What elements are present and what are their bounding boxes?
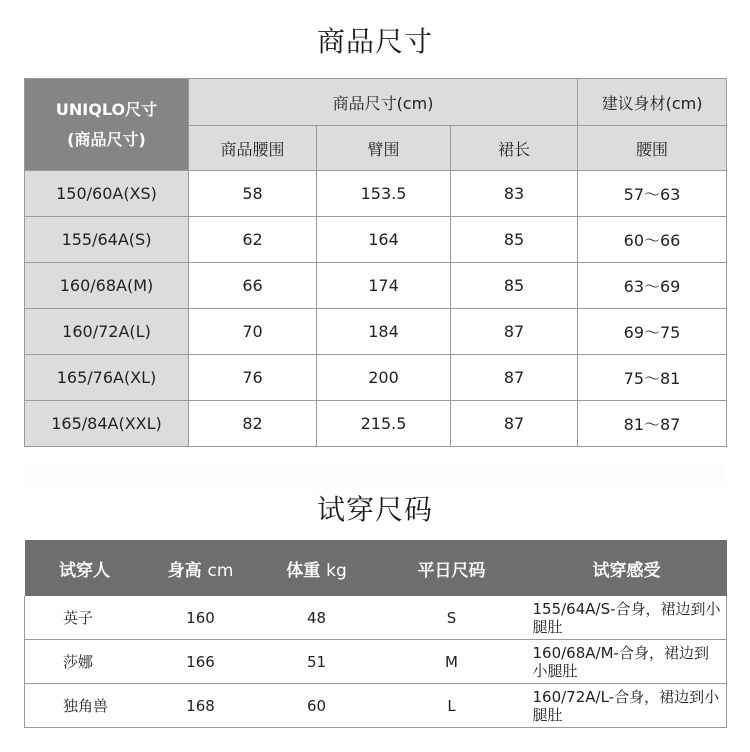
height-header	[145, 540, 257, 596]
waist-value: 82	[189, 401, 317, 447]
height-header-label: 身高	[167, 560, 202, 581]
tryon-table	[24, 540, 727, 728]
weight-value: 60	[257, 684, 377, 728]
arm-header: 臂围	[317, 126, 451, 171]
arm-value: 184	[317, 309, 451, 355]
size-table-header-row	[25, 79, 727, 126]
arm-value: 200	[317, 355, 451, 401]
length-value: 87	[451, 355, 578, 401]
weight-value: 51	[257, 640, 377, 684]
body-size-group-header: 建议身材(cm)	[578, 79, 727, 126]
body-waist-value: 81～87	[578, 401, 727, 447]
skirt-length-header: 裙长	[451, 126, 578, 171]
length-value: 85	[451, 263, 578, 309]
size-column-header	[25, 79, 189, 171]
height-value: 168	[145, 684, 257, 728]
weight-header-label: 体重	[286, 560, 321, 581]
waist-value: 70	[189, 309, 317, 355]
body-waist-value: 75～81	[578, 355, 727, 401]
feedback-text: 160/72A/L-合身，裙边到小腿肚	[527, 684, 727, 728]
corner-label-line1: UNIQLO尺寸	[55, 99, 158, 119]
body-waist-value: 57～63	[578, 171, 727, 217]
size-section-title: 商品尺寸	[316, 25, 433, 58]
body-waist-value: 63～69	[578, 263, 727, 309]
weight-unit: kg	[326, 560, 347, 581]
usual-size-header: 平日尺码	[377, 540, 527, 596]
length-value: 87	[451, 309, 578, 355]
body-waist-value: 60～66	[578, 217, 727, 263]
tryon-section-title: 试穿尺码	[316, 493, 433, 526]
product-size-group-header: 商品尺寸(cm)	[189, 79, 578, 126]
weight-value: 48	[257, 596, 377, 640]
waist-value: 62	[189, 217, 317, 263]
product-waist-header: 商品腰围	[189, 126, 317, 171]
body-waist-value: 69～75	[578, 309, 727, 355]
height-value: 166	[145, 640, 257, 684]
height-value: 160	[145, 596, 257, 640]
waist-value: 76	[189, 355, 317, 401]
size-label: 160/68A(M)	[25, 263, 189, 309]
table-row	[25, 596, 727, 640]
size-label: 155/64A(S)	[25, 217, 189, 263]
person-name: 独角兽	[25, 684, 145, 728]
waist-value: 66	[189, 263, 317, 309]
usual-size-value: L	[377, 684, 527, 728]
arm-value: 164	[317, 217, 451, 263]
body-waist-header: 腰围	[578, 126, 727, 171]
arm-value: 153.5	[317, 171, 451, 217]
feedback-text: 160/68A/M-合身，裙边到小腿肚	[527, 640, 727, 684]
length-value: 83	[451, 171, 578, 217]
size-label: 165/76A(XL)	[25, 355, 189, 401]
person-name: 英子	[25, 596, 145, 640]
height-unit: cm	[207, 560, 234, 581]
usual-size-value: S	[377, 596, 527, 640]
size-label: 150/60A(XS)	[25, 171, 189, 217]
size-table	[24, 78, 727, 447]
arm-value: 174	[317, 263, 451, 309]
length-value: 87	[451, 401, 578, 447]
table-row	[25, 171, 727, 217]
waist-value: 58	[189, 171, 317, 217]
person-name: 莎娜	[25, 640, 145, 684]
person-header: 试穿人	[25, 540, 145, 596]
weight-header	[257, 540, 377, 596]
size-label: 160/72A(L)	[25, 309, 189, 355]
length-value: 85	[451, 217, 578, 263]
table-row	[25, 640, 727, 684]
table-row	[25, 401, 727, 447]
feedback-header: 试穿感受	[527, 540, 727, 596]
feedback-text: 155/64A/S-合身，裙边到小腿肚	[527, 596, 727, 640]
corner-label-line2: (商品尺寸)	[67, 129, 146, 149]
tryon-header-row	[25, 540, 727, 596]
table-row	[25, 355, 727, 401]
table-row	[25, 263, 727, 309]
arm-value: 215.5	[317, 401, 451, 447]
table-row	[25, 309, 727, 355]
size-label: 165/84A(XXL)	[25, 401, 189, 447]
usual-size-value: M	[377, 640, 527, 684]
table-row	[25, 217, 727, 263]
table-row	[25, 684, 727, 728]
